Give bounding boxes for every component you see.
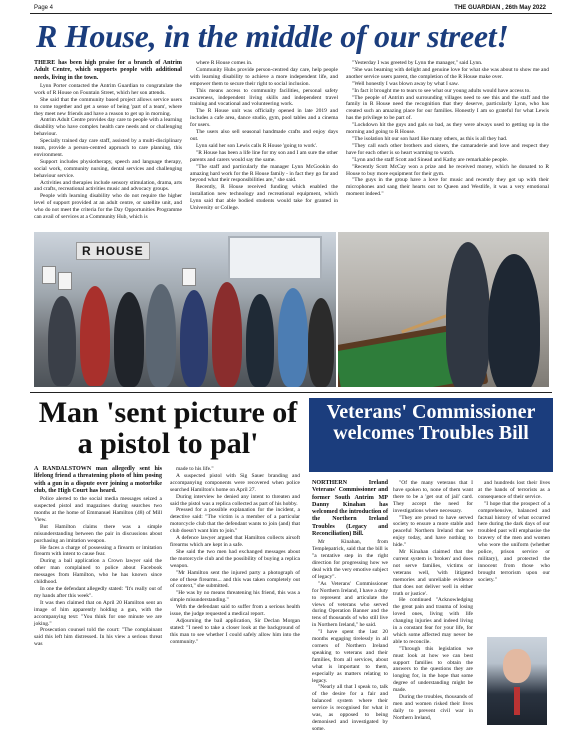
paragraph: "They call each other brothers and sisters, the camaraderie and love and respect they have for each other is so heart warming to watch.: [346, 142, 549, 156]
person-figure: [246, 294, 274, 387]
paragraph: Adjourning the bail application, Sir Declan Morgan stated: "I need to take a closer look at the background of this man to see whether I could safely allow him into the community.": [170, 617, 300, 645]
paragraph: A defence lawyer argued that Hamilton collects airsoft firearms which are kept in a safe.: [170, 535, 300, 548]
paragraph: But Hamilton claims there was a simple misunderstanding between the pair in discussions about purchasing an imitation weapon.: [34, 523, 162, 544]
story2-headline: Man 'sent picture of a pistol to pal': [38, 396, 298, 460]
person-figure: [48, 296, 76, 386]
portrait-tie: [514, 687, 520, 715]
person-figure: [80, 286, 110, 386]
paragraph: People with learning disability who do not require the higher level of support provided at an adult centre, or satellite unit, and who do not meet the criteria for the Day Opportunities Programme can avail of services at a Community Hub, which is: [34, 193, 182, 221]
photo-window: [228, 236, 322, 280]
paragraph: Specially trained day care staff, assisted by a multi-disciplinary team, provide a person-centred approach to care planning, this environment.: [34, 138, 182, 158]
certificate-frame: [42, 266, 56, 284]
paragraph: "Lockdown hit the guys and gals so bad, as they were always used to getting up in the morning and going to R House.: [346, 122, 549, 136]
paragraph: A suspected pistol with Sig Sauer branding and accompanying components were recovered when police searched Hamilton's home on April 27.: [170, 472, 300, 493]
paragraph: During the troubles, thousands of men and women risked their lives daily to prevent civil war in Northern Ireland,: [393, 694, 473, 721]
paragraph: "In fact it brought me to tears to see what our young adults would have access to.: [352, 87, 531, 94]
paragraph: In one the defendant allegedly stated: "It's really out of my hands after this week".: [34, 585, 162, 599]
page-header: [0, 0, 580, 12]
person-figure: [180, 290, 208, 387]
certificate-frame: [58, 272, 72, 290]
person-figure: [308, 298, 334, 387]
paragraph: Support includes physiotherapy, speech and language therapy, social work, community nursing, dental services and challenging behaviour service.: [34, 158, 182, 179]
person-figure: [212, 282, 242, 387]
story1-column-2: [190, 60, 338, 212]
paragraph: "Recently Scott McCay won a prize and he received money, which he donated to R House to buy more equipment for their gym.: [346, 163, 549, 177]
paragraph: "Well honestly I was blown away by what I saw.: [352, 80, 459, 87]
story1-column-3: [346, 60, 549, 198]
paragraph: "Yesterday I was greeted by Lynn the manager," said Lynn.: [352, 60, 483, 66]
person-figure: [488, 254, 540, 387]
paragraph: "I hope that the prospect of a comprehensive, balanced and factual history of what occurred here during the dark days of our troubled past will emphasise the bravery of the men and women who wore the uniform (whether police, prison service or military), and protected the innocent from those who brought terrorism upon our society.": [478, 500, 550, 583]
group-photo: [34, 232, 336, 387]
page-number: Page 4: [34, 5, 54, 11]
paragraph: "Lynn and the staff Scott and Sinead and Kathy are remarkable people.: [352, 156, 509, 163]
paragraph: "As Veterans' Commissioner for Northern Ireland, I have a duty to represent and articulate the views of veterans who served during Operation Banner and the tens of thousands of who still live in Northern Ireland," he said.: [312, 580, 388, 629]
paragraph: This means access to community facilities, personal safety awareness, independent living skills and independent travel training and vocational and volunteering work.: [190, 87, 338, 108]
paragraph: Antrim Adult Centre provides day care to people with a learning disability who have complex health care needs and or challenging behaviour.: [34, 117, 182, 138]
story3-column-3: [478, 480, 550, 584]
paragraph: NORTHERN Ireland Veterans' Commissioner and former South Antrim MP Danny Kinahan has welcomed the introduction of the Northern Ireland Troubles (Legacy and Reconciliation) Bill.: [312, 480, 388, 538]
paragraph: "Mr Hamilton sent the injured party a photograph of one of these firearms... and this was taken completely out of context," she submitted.: [170, 569, 300, 590]
r-house-sign: R HOUSE: [76, 242, 150, 260]
paragraph: Lynn said her son Lewis calls R House 'going to work'.: [196, 142, 318, 149]
paragraph: It was then claimed that on April 20 Hamilton sent an image of him apparently holding a gun, with the accompanying text: "You think for one minute we are joking.": [34, 599, 162, 627]
story3-column-2: [393, 480, 473, 722]
person-figure: [146, 284, 176, 387]
paragraph: and hundreds lost their lives at the hands of terrorists as a consequence of their service.: [478, 480, 550, 500]
paragraph: The R House unit was officially opened in late 2019 and includes a cafe area, dance studio, gym, pool tables and a cinema for users.: [190, 108, 338, 129]
story2-column-1: [34, 466, 162, 648]
paragraph: With the defendant said to suffer from a serious health issue, the judge requested a medical report.: [170, 604, 300, 618]
paragraph: During interview he denied any intent to threaten and said the pistol was a replica collected as part of his hobby.: [170, 493, 300, 507]
paragraph: The users also sell seasonal handmade crafts and enjoy days out.: [190, 129, 338, 142]
story1-column-1: [34, 60, 182, 221]
paragraph: Police alerted to the social media messages seized a suspected pistol and magazines during searches two months at the home of Emmanuel Hamilton (48) of Mill View.: [34, 496, 162, 523]
header-rule: [30, 13, 552, 14]
story2-column-2: [170, 466, 300, 646]
portrait-face: [503, 649, 531, 683]
paragraph: She said that the community based project allows service users to come together and get a sense of being 'part of a team', where they meet new friends and have a reason to get up in morning.: [34, 96, 182, 117]
paragraph: "She was beaming with delight and genuine love for what she was about to show me and another service users parent, the completion of the R House make over.: [346, 66, 549, 80]
story3-column-1: [312, 480, 388, 733]
paragraph: Prosecution counsel told the court: "The complainant said this left him distressed. In his view a serious threat was: [34, 627, 162, 648]
paragraph: Activities and therapies include sensory stimulation, drama, arts and crafts, recreational activities music and advocacy groups.: [34, 179, 182, 193]
paragraph: "The people of Antrim and surrounding villages need to see this and the staff and the family in R House need the recognition that they deserve, particularly Lynn, who has created such an amazing place for our families. Honestly I am so grateful for what Lewis has the privilege to be part of.: [346, 94, 549, 122]
pool-table-photo: [338, 232, 549, 387]
paragraph: She said the two men had exchanged messages about the motorcycle club and the possibility of buying a replica weapon.: [170, 548, 300, 569]
paragraph: "Nearly all that I speak to, talk of the desire for a fair and balanced system where their service is recognised for what it was, as opposed to being demonised and investigated by some.: [312, 684, 388, 732]
paragraph: "Through this legislation we must look at how we can best support families to obtain the answers to the questions they are longing for, in the hope that some degree of understanding might be made.: [393, 645, 473, 694]
paragraph: "They are proud to have served society to ensure a more stable and peaceful Northern Ireland that we enjoy today, and have nothing to hide.": [393, 514, 473, 549]
person-figure: [278, 288, 308, 387]
paragraph: "Of the many veterans that I have spoken to, none of them want there to be a 'get out of jail' card. They accept the need for investigations where necessary.: [393, 480, 473, 514]
person-figure: [114, 292, 144, 387]
paragraph: Community Hubs provide person-centred day care, help people with learning disability to achieve a more independent life, and empower them to secure their right to social inclusion.: [190, 66, 338, 87]
paragraph: During a bail application a Crown lawyer said the other man complained to police about Facebook messages from Hamilton, who he has known since childhood.: [34, 558, 162, 586]
paragraph: made to his life.": [176, 466, 214, 472]
paragraph: "R House has been a life line for my son and I am sure the other parents and carers would say the same.: [190, 149, 338, 163]
paragraph: THERE has been high praise for a branch of Antrim Adult Centre, which supports people with additional needs, living in the town.: [34, 60, 182, 81]
paragraph: "I have spent the last 20 months engaging tirelessly in all corners of Northern Ireland speaking to veterans and their families, from all services, about what is important to them, especially as matters relating to legacy.: [312, 629, 388, 684]
paragraph: "He was by no means threatening his friend, this was a simple misunderstanding.": [170, 590, 300, 604]
paragraph: Recently, R House received funding which enabled the installation new technology and recreational equipment, which Lynn said that able bodied students would take for granted in University or College.: [190, 184, 338, 212]
paragraph: He faces a charge of possessing a firearm or imitation firearm with intent to cause fear.: [34, 544, 162, 558]
paragraph: "The staff and particularly the manager Lynn McGookin do amazing hard work for the R House family - in fact they go far and beyond what their responsibilities are," she said.: [190, 163, 338, 184]
paragraph: Lynn Porter contacted the Antrim Guardian to congratulate the work of R House on Fountain Street, which her son attends.: [34, 82, 182, 96]
paragraph: A RANDALSTOWN man allegedly sent his lifelong friend a threatening photo of him posing with a gun in a dispute over joining a motorbike club, the High Court has heard.: [34, 466, 162, 494]
paragraph: "The guys in the group have a love for music and recently they got up with their microphones and sang their hearts out to Queen and Westlife, it was a very emotional moment indeed.": [346, 177, 549, 198]
certificate-frame: [182, 268, 196, 286]
paragraph: Mr Kinahan claimed that the current system is 'broken' and does not serve families, victims or veterans well, 'with litigated memories and unreliable evidence that does not deliver well in either truth or justice'.: [393, 549, 473, 597]
paragraph: where R House comes in.: [196, 60, 253, 66]
person-figure: [446, 242, 490, 387]
story1-headline: R House, in the middle of our street!: [36, 18, 509, 54]
paragraph: Mr Kinahan, from Templepatrick, said that the bill is "a tentative step in the right direction for progressing how we deal with the very emotive subject of legacy".: [312, 539, 388, 580]
paragraph: He continued "Acknowledging the great pain and trauma of losing loved ones, living with life changing injuries and indeed living in a constant fear for your life, for which some affected may never be able to reconcile.: [393, 597, 473, 645]
story3-headline: Veterans' Commissioner welcomes Troubles Bill: [326, 401, 536, 444]
commissioner-portrait: [487, 637, 547, 725]
paragraph: Pressed for a possible explanation for the incident, a detective said: "The victim is a member of a particular motorcycle club that the defendant wants to join (and) that club doesn't want him to join.": [170, 507, 300, 535]
section-rule: [30, 392, 552, 393]
paper-dateline: THE GUARDIAN , 26th May 2022: [454, 5, 546, 11]
paragraph: "The isolation hit our son hard like many others, as this is all they had.: [352, 135, 508, 142]
